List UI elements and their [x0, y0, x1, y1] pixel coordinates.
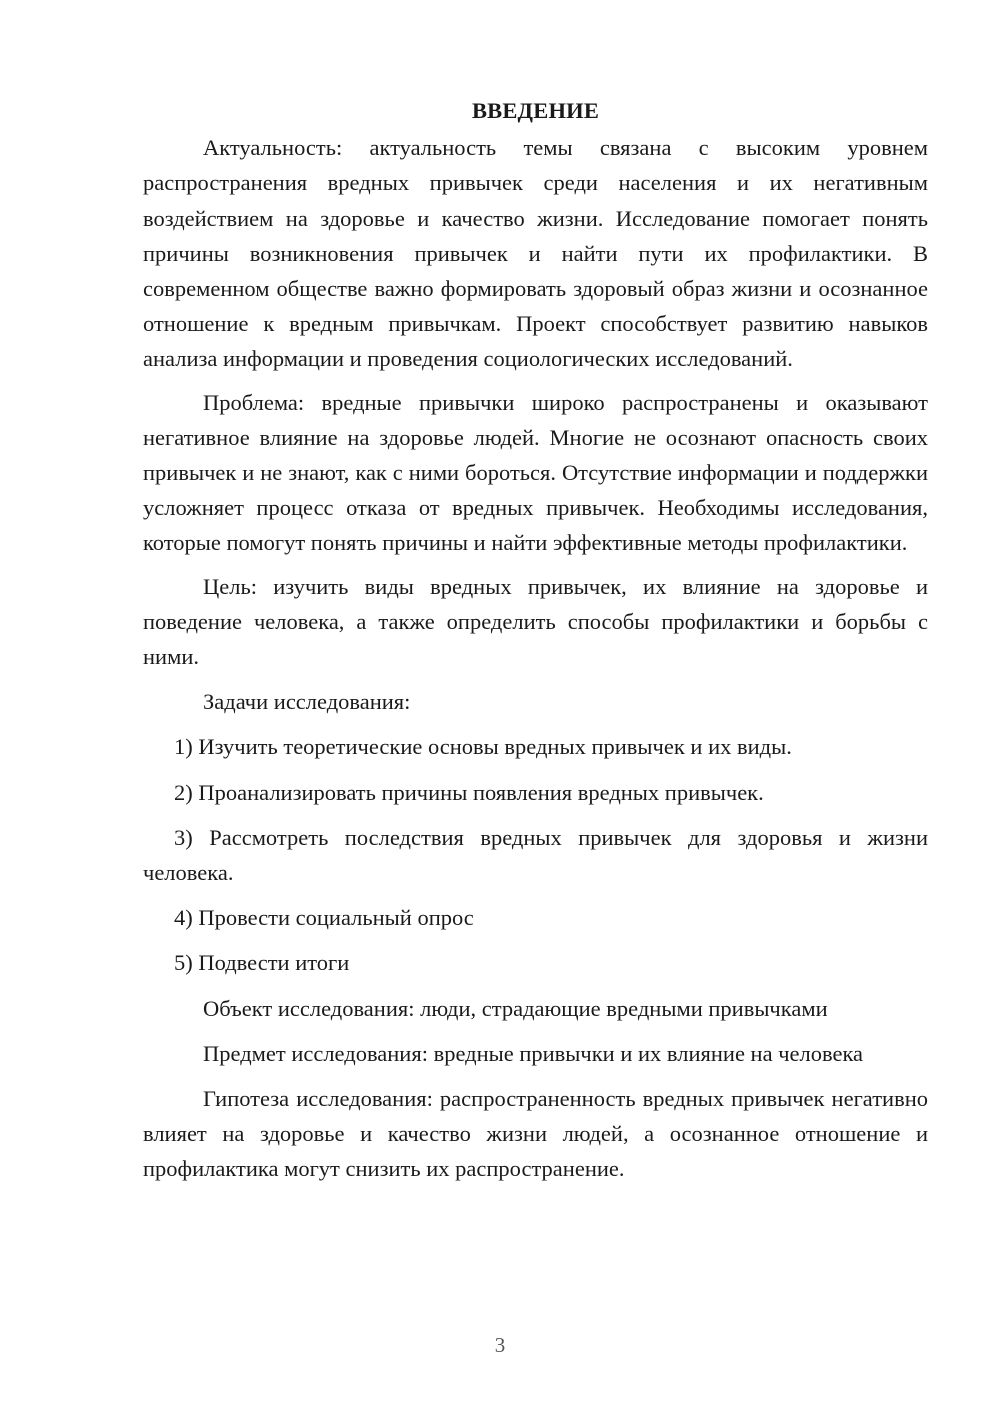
task-item-4: 4) Провести социальный опрос: [174, 905, 474, 931]
hypothesis-paragraph: Гипотеза исследования: распространенность вредных привычек негативно влияет на здоровье и качество жизни людей, а осознанное отношение и профилактика могут снизить их распространение.: [143, 1086, 928, 1182]
task-item-3: 3) Рассмотреть последствия вредных привычек для здоровья и жизни человека.: [143, 824, 928, 886]
task-item-5: 5) Подвести итоги: [174, 950, 350, 976]
section-title: ВВЕДЕНИЕ: [471, 98, 600, 123]
subject-line: Предмет исследования: вредные привычки и их влияние на человека: [203, 1040, 864, 1066]
task-item-2: 2) Проанализировать причины появления вредных привычек.: [174, 779, 764, 805]
goal-paragraph: Цель: изучить виды вредных привычек, их влияние на здоровье и поведение человека, а также определить способы профилактики и борьбы с ними.: [143, 573, 928, 670]
page-number: 3: [494, 1333, 506, 1357]
relevance-paragraph: Актуальность: актуальность темы связана с высоким уровнем распространения вредных привычек среди населения и их негативным воздействием на здоровье и качество жизни. Исследование помогает понять причины возникновения привычек и найти пути их профилактики. В современном обществе важно формировать здоровый образ жизни и осознанное отношение к вредным привычкам. Проект способствует развитию навыков анализа информации и проведения социологических исследований.: [143, 135, 928, 372]
object-line: Объект исследования: люди, страдающие вредными привычками: [203, 995, 828, 1021]
task-item-1: 1) Изучить теоретические основы вредных привычек и их виды.: [174, 734, 792, 760]
document-page: [143, 93, 928, 1195]
tasks-list: [143, 729, 928, 980]
problem-paragraph: Проблема: вредные привычки широко распространены и оказывают негативное влияние на здоровье людей. Многие не осознают опасность своих привычек и не знают, как с ними бороться. Отсутствие информации и поддержки усложняет процесс отказа от вредных привычек. Необходимы исследования, которые помогут понять причины и найти эффективные методы профилактики.: [143, 389, 928, 556]
tasks-heading: Задачи исследования:: [203, 689, 411, 715]
